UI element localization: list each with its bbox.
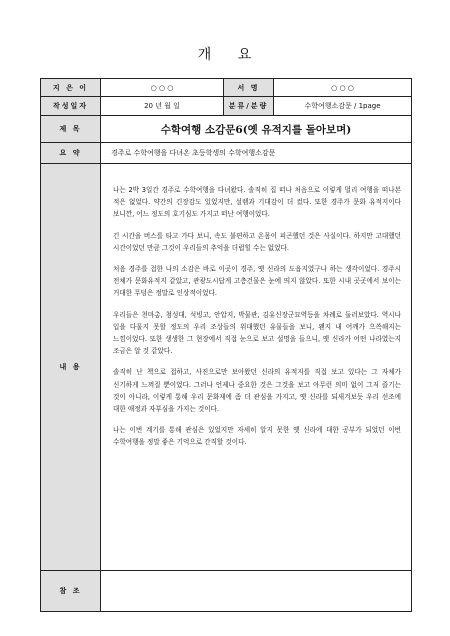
- subject-row: [41, 116, 412, 143]
- sign-label: 서 명: [224, 79, 274, 97]
- paragraph-6: 나는 이번 계기를 통해 관심은 있었지만 자세히 알지 못한 옛 신라에 대한 공부가 되었던 이번 수학여행을 정말 좋은 기억으로 간직할 것이다.: [113, 426, 401, 447]
- subject-label: 제 목: [41, 116, 101, 143]
- author-value: ○ ○ ○: [101, 79, 224, 97]
- reference-row: [41, 571, 412, 612]
- content-body: [101, 164, 412, 571]
- category-label: 분류/분량: [224, 97, 274, 116]
- content-label: 내 용: [41, 164, 101, 571]
- date-label: 작성일자: [41, 97, 101, 116]
- paragraph-2: 긴 시간을 버스를 타고 가다 보니, 속도 불편하고 온몸이 피곤했던 것은 사실이다. 하지만 고대했던 시간이었던 만큼 그것이 우리들의 추억을 더럽힐 수는 없었다.: [113, 231, 401, 252]
- paragraph-3: 처음 경주를 접한 나의 소감은 바로 이곳이 경주, 옛 신라의 도읍지였구나 하는 생각이었다. 경주시 전체가 문화유적지 같았고, 관광도시답게 고층건물은 눈에 띄지 않았다. 또한 시내 곳곳에서 보이는 거대한 무덤은 정말로 인상적이었다.: [113, 265, 401, 298]
- content-row: [41, 164, 412, 571]
- summary-label: 요 약: [41, 143, 101, 164]
- summary-row: [41, 143, 412, 164]
- sign-value: ○ ○ ○: [274, 79, 412, 97]
- page-title: [0, 44, 450, 64]
- subject-value: 수학여행 소감문6(옛 유적지를 돌아보며): [101, 116, 412, 143]
- date-row: [41, 97, 412, 116]
- reference-label: 참 조: [41, 571, 101, 612]
- summary-form-table: [40, 78, 412, 612]
- paragraph-4: 우리들은 천마총, 첨성대, 석빙고, 안압지, 박물관, 김유신장군묘역등을 차례로 둘러보았다. 역시나 입을 다물지 못할 정도의 우리 조상들의 위대했던 유물들을 보니, 왠지 내 어깨가 으쓱해지는 느낌이었다. 또한 생생한 그 현장에서 직접 눈으로 보고 설명을 들으니, 옛 신라가 어떤 나라였는지 조금은 알 것 같았다.: [113, 310, 401, 356]
- category-value: 수학여행소감문 / 1page: [274, 97, 412, 116]
- date-value: 20 년 월 일: [101, 97, 224, 116]
- title-char-2: 요: [237, 47, 253, 63]
- author-label: 지 은 이: [41, 79, 101, 97]
- author-row: [41, 79, 412, 97]
- paragraph-5: 솔직히 난 책으로 접하고, 사진으로만 보아왔던 신라의 유적지를 직접 보고 있다는 그 자체가 신기하게 느껴질 뿐이었다. 그러나 언제나 중요한 것은 그것을 보고 아무런 의미 없이 그저 즐기는 것이 아니라, 이렇게 통해 우리 문화재에 좀 더 관심을 가지고, 옛 신라를 되새겨보듯 우리 선조에 대한 애정과 자부심을 가지는 것이다.: [113, 368, 401, 414]
- paragraph-1: 나는 2박 3일간 경주로 수학여행을 다녀왔다. 솔직히 집 떠나 처음으로 이렇게 멀리 여행을 떠나본 적은 없었다. 약간의 긴장감도 있었지만, 설렘과 기대감이 더 컸다. 또한 경주가 문화 유적지이다 보니깐, 어느 정도의 호기심도 가지고 떠난 여행이었다.: [113, 186, 401, 219]
- title-char-1: 개: [197, 47, 213, 63]
- reference-value: [101, 571, 412, 612]
- summary-value: 경주로 수학여행을 다녀온 초등학생의 수학여행소감문: [101, 143, 412, 164]
